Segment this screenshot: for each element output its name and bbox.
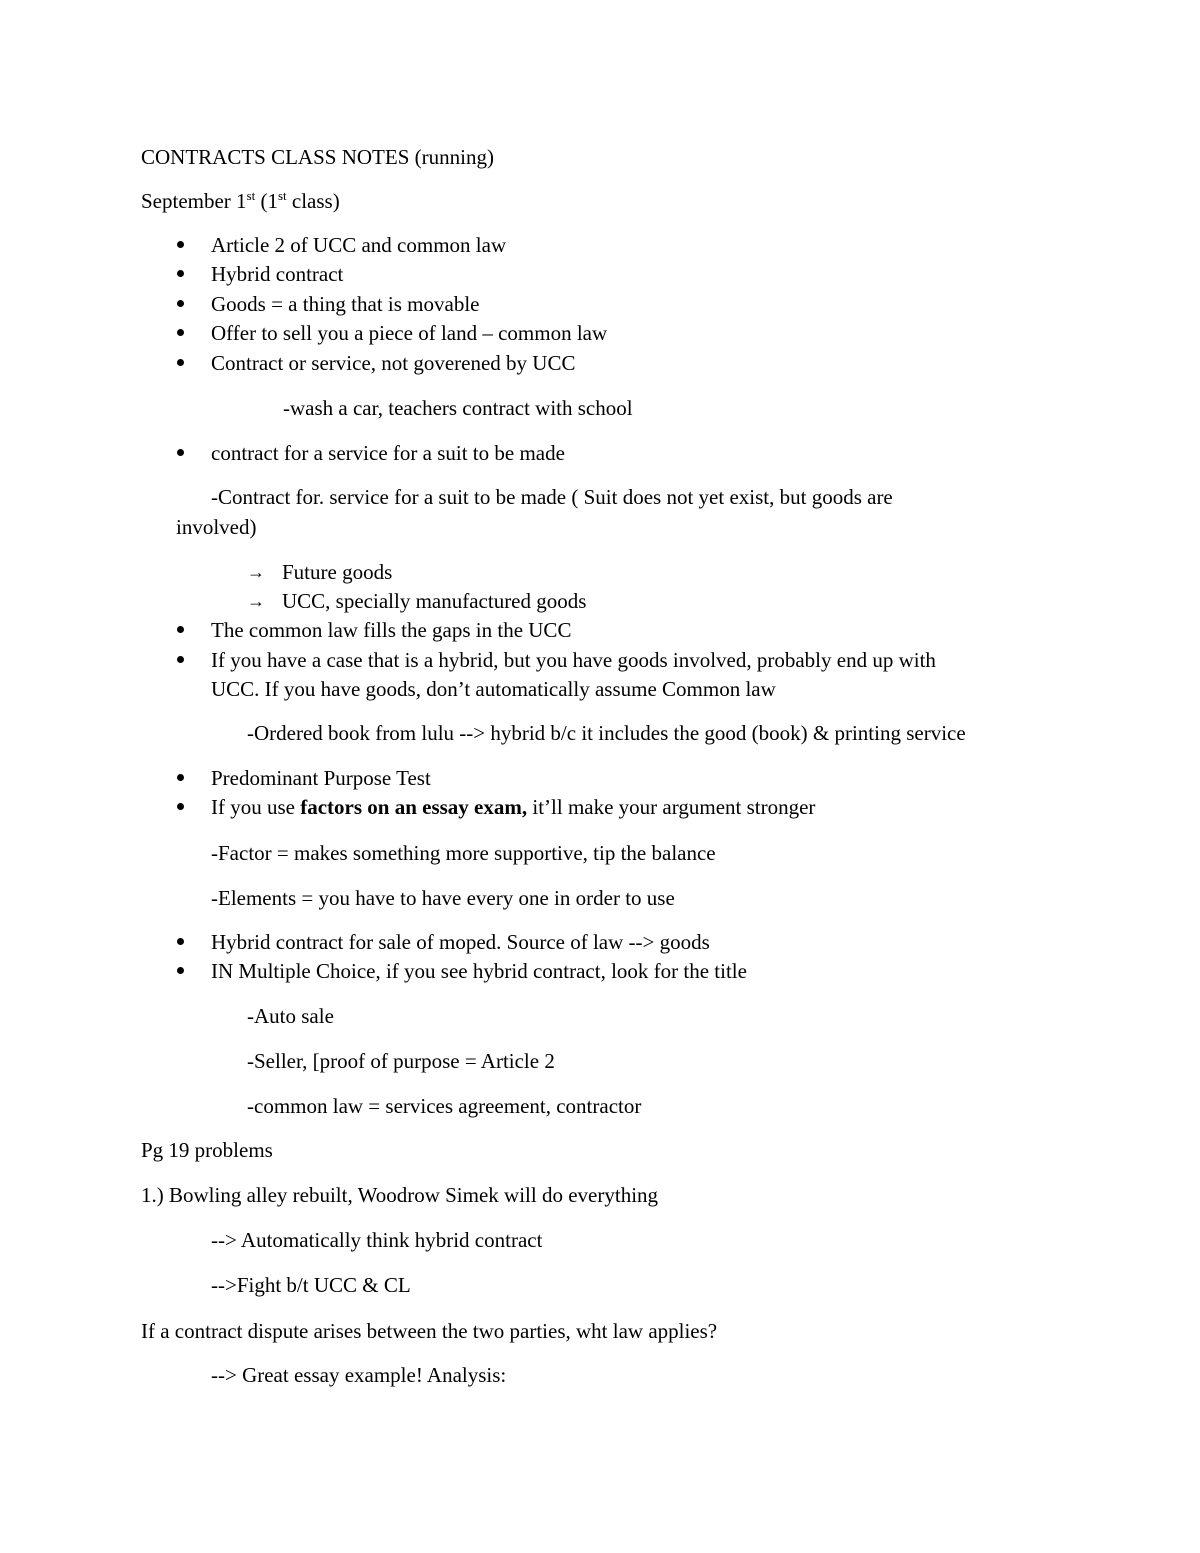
list-item: Offer to sell you a piece of land – common law: [211, 321, 608, 345]
note-line: -common law = services agreement, contractor: [247, 1094, 642, 1118]
bullet-icon: [177, 270, 184, 277]
bullet-icon: [177, 626, 184, 633]
date-superscript: st: [277, 188, 287, 203]
date-superscript: st: [246, 188, 256, 203]
date-text: September 1: [141, 189, 247, 213]
note-line: -Contract for. service for a suit to be made ( Suit does not yet exist, but goods are: [211, 485, 893, 509]
question-line: If a contract dispute arises between the two parties, wht law applies?: [141, 1319, 718, 1343]
bullet-icon: [177, 300, 184, 307]
list-item: contract for a service for a suit to be made: [211, 441, 565, 465]
bullet-icon: [177, 938, 184, 945]
problem-line: 1.) Bowling alley rebuilt, Woodrow Simek will do everything: [141, 1183, 659, 1207]
bullet-icon: [177, 241, 184, 248]
bullet-icon: [177, 967, 184, 974]
bullet-icon: [177, 449, 184, 456]
list-item-continuation: UCC. If you have goods, don’t automatically assume Common law: [211, 677, 776, 701]
list-item: Hybrid contract: [211, 262, 344, 286]
note-line: -->Fight b/t UCC & CL: [211, 1273, 411, 1297]
note-line: --> Great essay example! Analysis:: [211, 1363, 507, 1387]
note-line: -Auto sale: [247, 1004, 334, 1028]
note-line: --> Automatically think hybrid contract: [211, 1228, 543, 1252]
bullet-icon: [177, 774, 184, 781]
list-item: If you have a case that is a hybrid, but you have goods involved, probably end up with: [211, 648, 936, 672]
list-item: UCC, specially manufactured goods: [282, 589, 587, 613]
bullet-icon: [177, 359, 184, 366]
list-item: Contract or service, not goverened by UCC: [211, 351, 576, 375]
list-item-text: it’ll make your argument stronger: [527, 795, 816, 819]
class-date: [141, 188, 340, 214]
note-line: -Seller, [proof of purpose = Article 2: [247, 1049, 555, 1073]
date-text: class): [286, 189, 340, 213]
bullet-icon: [177, 803, 184, 810]
bullet-icon: [177, 656, 184, 663]
document-title: CONTRACTS CLASS NOTES (running): [141, 145, 494, 169]
list-item: Goods = a thing that is movable: [211, 292, 480, 316]
list-item: Future goods: [282, 560, 393, 584]
arrow-right-icon: →: [247, 591, 265, 611]
bold-text: factors on an essay exam,: [300, 795, 528, 819]
note-line: involved): [176, 515, 257, 539]
note-line: -Ordered book from lulu --> hybrid b/c it includes the good (book) & printing service: [247, 721, 966, 745]
bullet-icon: [177, 329, 184, 336]
list-item: The common law fills the gaps in the UCC: [211, 618, 572, 642]
note-line: -wash a car, teachers contract with school: [283, 396, 633, 420]
list-item: [211, 794, 815, 820]
arrow-right-icon: →: [247, 562, 265, 582]
date-text: (1: [255, 189, 278, 213]
list-item: Article 2 of UCC and common law: [211, 233, 507, 257]
list-item: Hybrid contract for sale of moped. Source of law --> goods: [211, 930, 710, 954]
list-item: Predominant Purpose Test: [211, 766, 431, 790]
note-line: -Elements = you have to have every one in order to use: [211, 886, 675, 910]
list-item: IN Multiple Choice, if you see hybrid contract, look for the title: [211, 959, 747, 983]
list-item-text: If you use: [211, 795, 301, 819]
section-heading: Pg 19 problems: [141, 1138, 273, 1162]
note-line: -Factor = makes something more supportive, tip the balance: [211, 841, 716, 865]
